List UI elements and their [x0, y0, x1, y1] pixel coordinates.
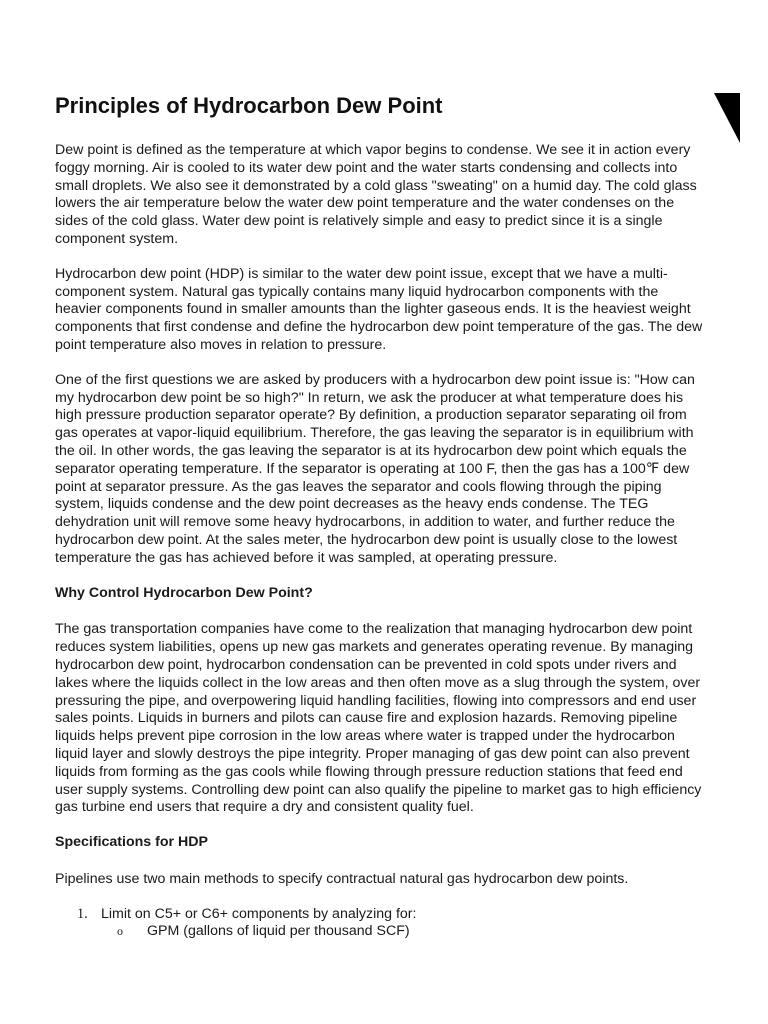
- list-item: [77, 906, 705, 924]
- page-title: Principles of Hydrocarbon Dew Point: [55, 93, 443, 118]
- corner-mark-icon: [714, 93, 740, 143]
- list-item-text: Limit on C5+ or C6+ components by analyzing for:: [101, 905, 417, 922]
- section-heading-specifications: Specifications for HDP: [55, 834, 208, 851]
- sub-list-bullet: o: [117, 924, 123, 939]
- sub-list-item: [117, 923, 705, 941]
- list-item-number: 1.: [77, 905, 88, 922]
- paragraph-why-control: The gas transportation companies have come to the realization that managing hydrocarbon dew point reduces system liabilities, opens up new gas markets and generates operating revenue. By managing hydrocarbon dew point, hydrocarbon condensation can be prevented in cold spots under rivers and lakes where the liquids collect in the low areas and then often move as a slug through the system, over pressuring the pipe, and overpowering liquid handling facilities, flowing into compressors and end user sales points. Liquids in burners and pilots can cause fire and explosion hazards. Removing pipeline liquids helps prevent pipe corrosion in the low areas where water is trapped under the hydrocarbon liquid layer and slowly destroys the pipe integrity. Proper managing of gas dew point can also prevent liquids from forming as the gas cools while flowing through pressure reduction stations that feed end user supply systems. Controlling dew point can also qualify the pipeline to market gas to high efficiency gas turbine end users that require a dry and consistent quality fuel.: [55, 621, 702, 816]
- sub-list-item-text: GPM (gallons of liquid per thousand SCF): [147, 923, 410, 940]
- specifications-list: [55, 906, 705, 942]
- paragraph-producer-question: One of the first questions we are asked by producers with a hydrocarbon dew point issue is: "How can my hydrocarbon dew point be so high?" In return, we ask the producer at what temperature does his high pressure production separator operate? By definition, a production separator separating oil from gas operates at vapor-liquid equilibrium. Therefore, the gas leaving the separator is in equilibrium with the oil. In other words, the gas leaving the separator is at its hydrocarbon dew point which equals the separator operating temperature. If the separator is operating at 100 F, then the gas has a 100℉ dew point at separator pressure. As the gas leaves the separator and cools flowing through the piping system, liquids condense and the dew point decreases as the heavy ends condense. The TEG dehydration unit will remove some heavy hydrocarbons, in addition to water, and further reduce the hydrocarbon dew point. At the sales meter, the hydrocarbon dew point is usually close to the lowest temperature the gas has achieved before it was sampled, at operating pressure.: [55, 371, 695, 566]
- paragraph-hdp-intro: Hydrocarbon dew point (HDP) is similar to the water dew point issue, except that we have a multi-component system. Natural gas typically contains many liquid hydrocarbon components with the heavier components found in smaller amounts than the lighter gaseous ends. It is the heaviest weight components that first condense and define the hydrocarbon dew point temperature of the gas. The dew point temperature also moves in relation to pressure.: [55, 265, 703, 353]
- paragraph-dew-point-definition: Dew point is defined as the temperature at which vapor begins to condense. We see it in action every foggy morning. Air is cooled to its water dew point and the water starts condensing and collects into small droplets. We also see it demonstrated by a cold glass "sweating" on a humid day. The cold glass lowers the air temperature below the water dew point temperature and the water condenses on the sides of the cold glass. Water dew point is relatively simple and easy to predict since it is a single component system.: [55, 142, 697, 247]
- document-page: [55, 92, 705, 941]
- paragraph-specifications: Pipelines use two main methods to specify contractual natural gas hydrocarbon dew points.: [55, 870, 629, 887]
- section-heading-why-control: Why Control Hydrocarbon Dew Point?: [55, 584, 313, 601]
